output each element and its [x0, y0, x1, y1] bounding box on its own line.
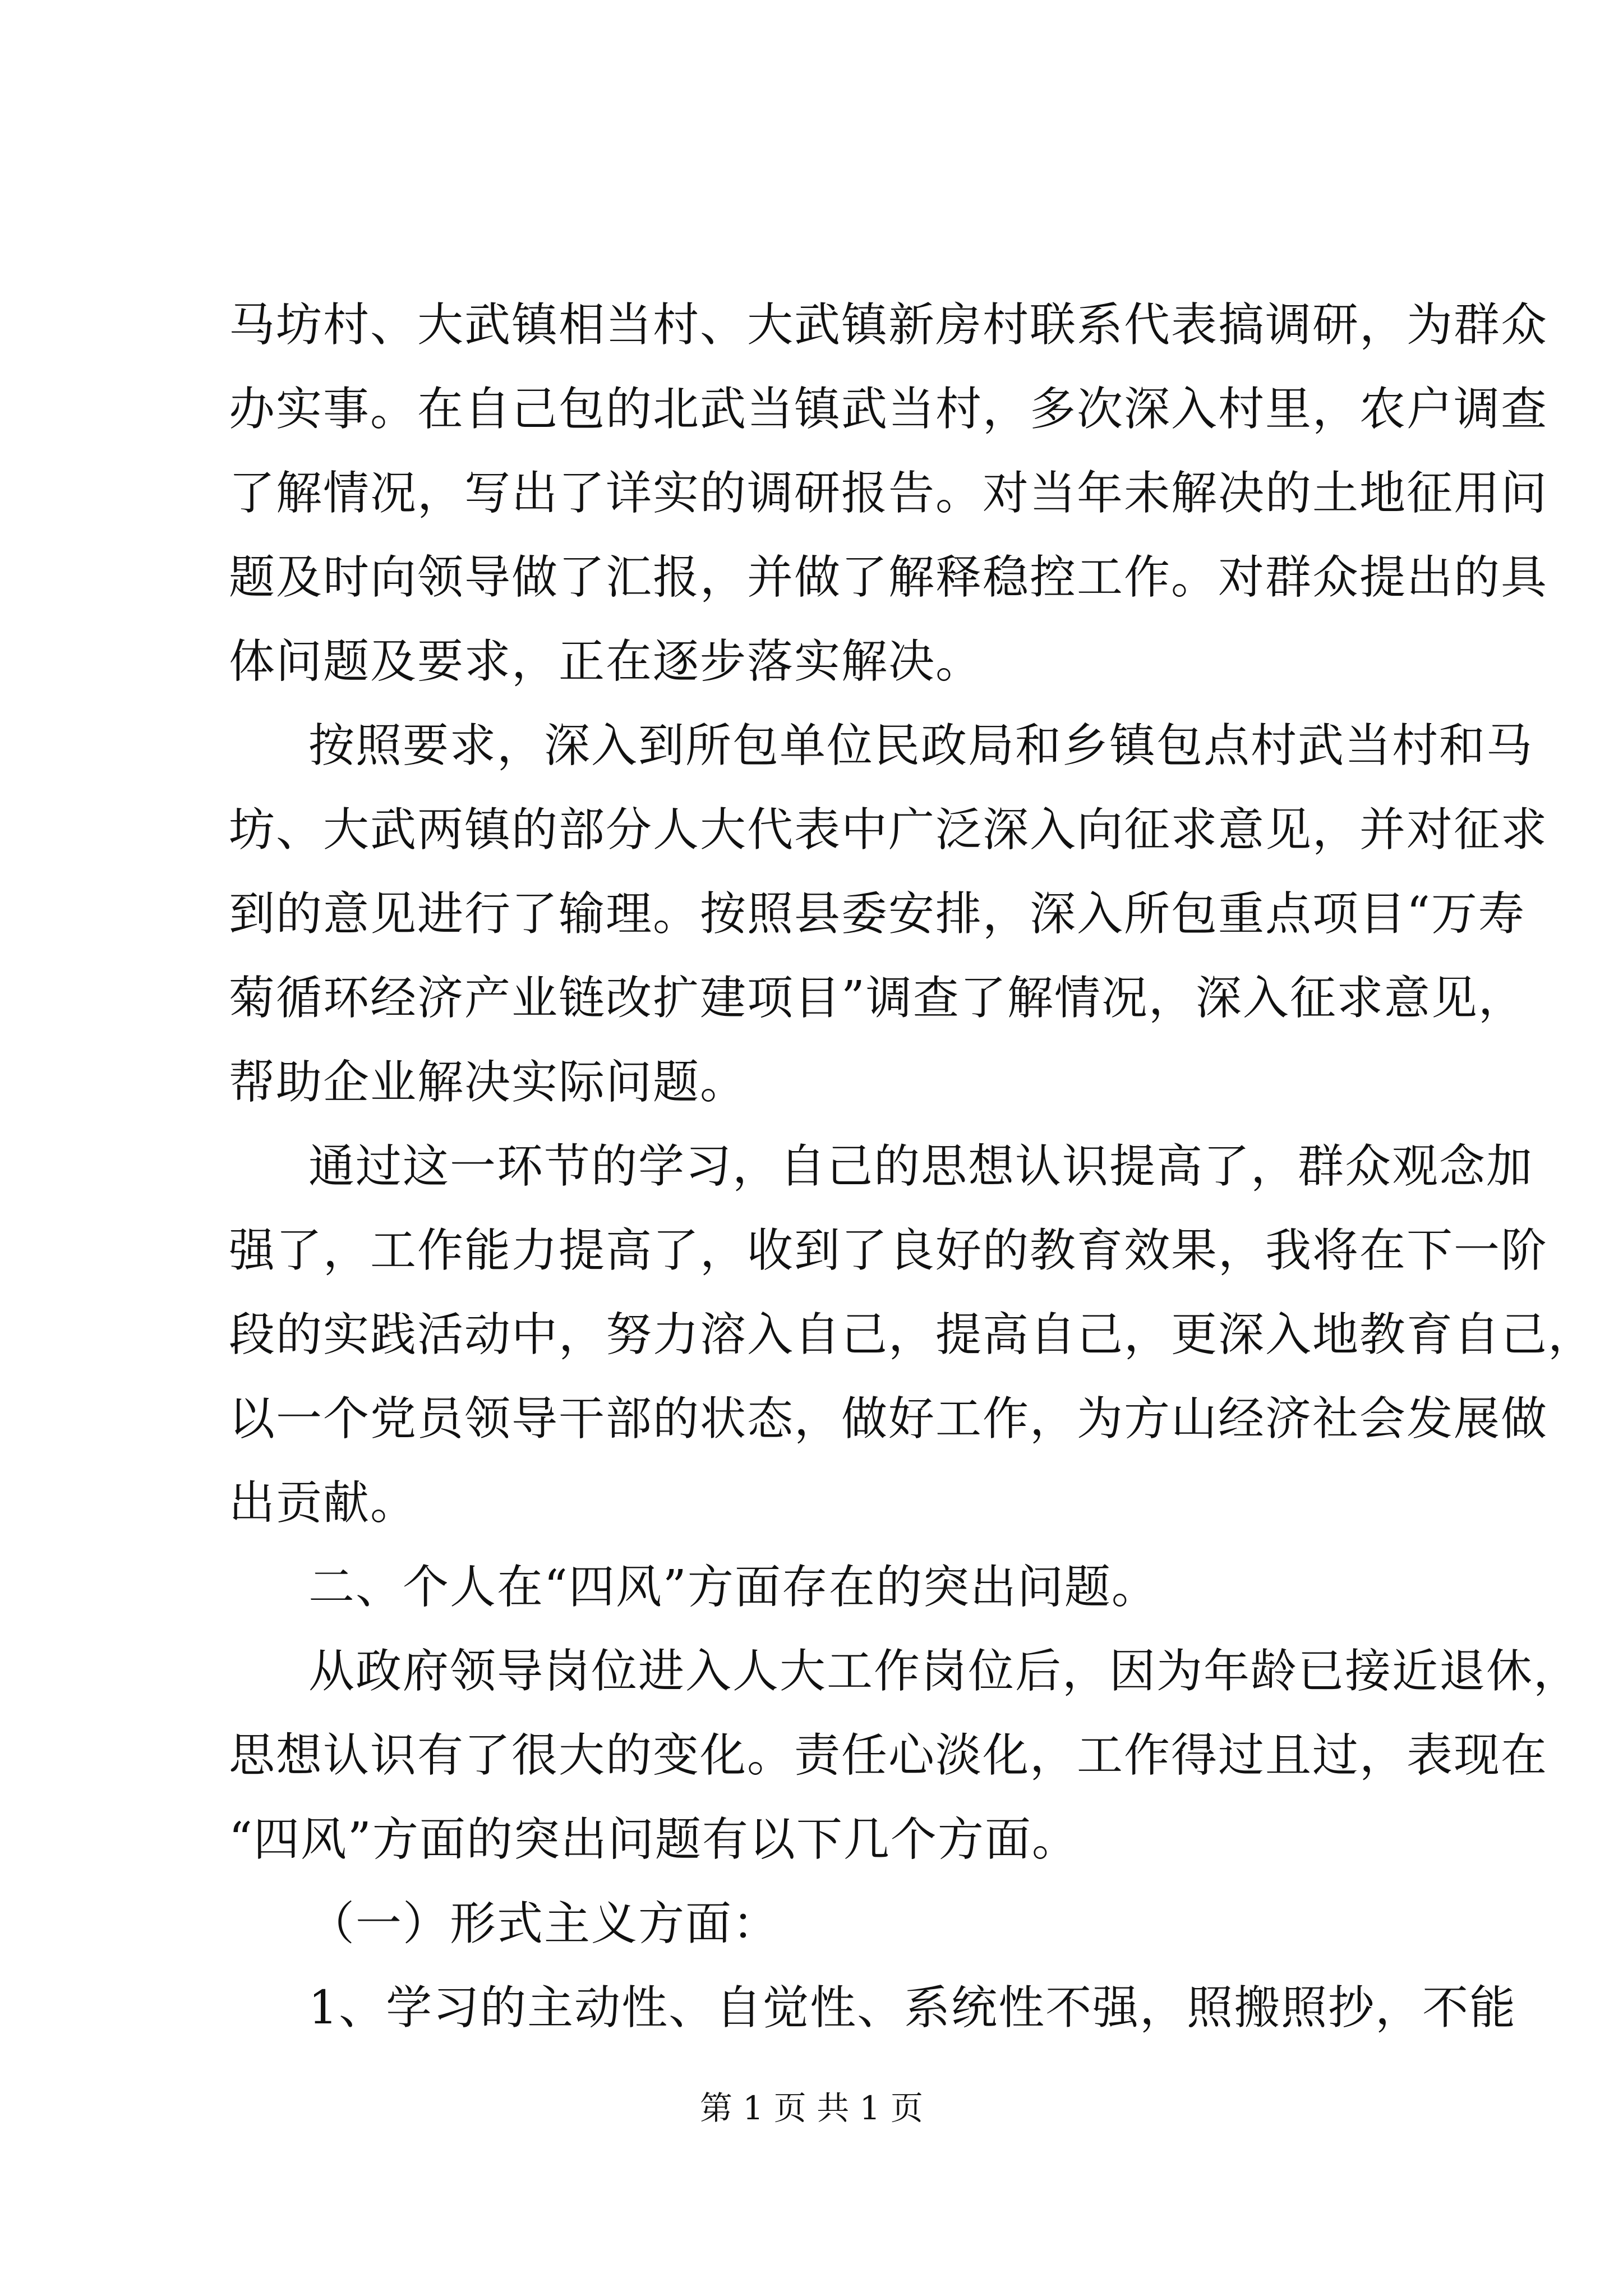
paragraph-first-line: 从政府领导岗位进入人大工作岗位后，因为年龄已接近退休， [308, 1645, 1581, 1698]
text-line: 到的意见进行了输理。按照县委安排，深入所包重点项目“万寿 [229, 887, 1525, 941]
text-line: 强了，工作能力提高了，收到了良好的教育效果，我将在下一阶 [229, 1224, 1548, 1277]
text-line: 以一个党员领导干部的状态，做好工作，为方山经济社会发展做 [229, 1392, 1548, 1446]
text-line: 了解情况，写出了详实的调研报告。对当年未解决的土地征用问 [229, 467, 1548, 520]
text-line: 菊循环经济产业链改扩建项目”调查了解情况，深入征求意见， [229, 972, 1525, 1025]
text-line: 帮助企业解决实际问题。 [229, 1056, 748, 1109]
paragraph-first-line: 按照要求，深入到所包单位民政局和乡镇包点村武当村和马 [308, 719, 1534, 772]
text-line: 办实事。在自己包的北武当镇武当村，多次深入村里，农户调查 [229, 383, 1548, 436]
paragraph-first-line: 通过这一环节的学习，自己的思想认识提高了，群众观念加 [308, 1140, 1534, 1193]
section-heading: 二、个人在“四风”方面存在的突出问题。 [308, 1561, 1159, 1614]
text-line: 题及时向领导做了汇报，并做了解释稳控工作。对群众提出的具 [229, 551, 1548, 604]
page-number-footer: 第 1 页 共 1 页 [700, 2089, 923, 2127]
text-line: 思想认识有了很大的变化。责任心淡化，工作得过且过，表现在 [229, 1729, 1548, 1782]
text-line: 出贡献。 [229, 1476, 418, 1530]
subsection-heading: （一）形式主义方面： [308, 1897, 780, 1950]
list-item: 1、学习的主动性、自觉性、系统性不强，照搬照抄，不能 [308, 1981, 1517, 2035]
text-line: 坊、大武两镇的部分人大代表中广泛深入向征求意见，并对征求 [229, 803, 1548, 857]
text-line: 体问题及要求，正在逐步落实解决。 [229, 635, 983, 688]
text-line: 马坊村、大武镇相当村、大武镇新房村联系代表搞调研，为群众 [229, 298, 1548, 352]
text-line: “四风”方面的突出问题有以下几个方面。 [229, 1813, 1079, 1866]
text-line: 段的实践活动中，努力溶入自己，提高自己，更深入地教育自己， [229, 1308, 1596, 1361]
